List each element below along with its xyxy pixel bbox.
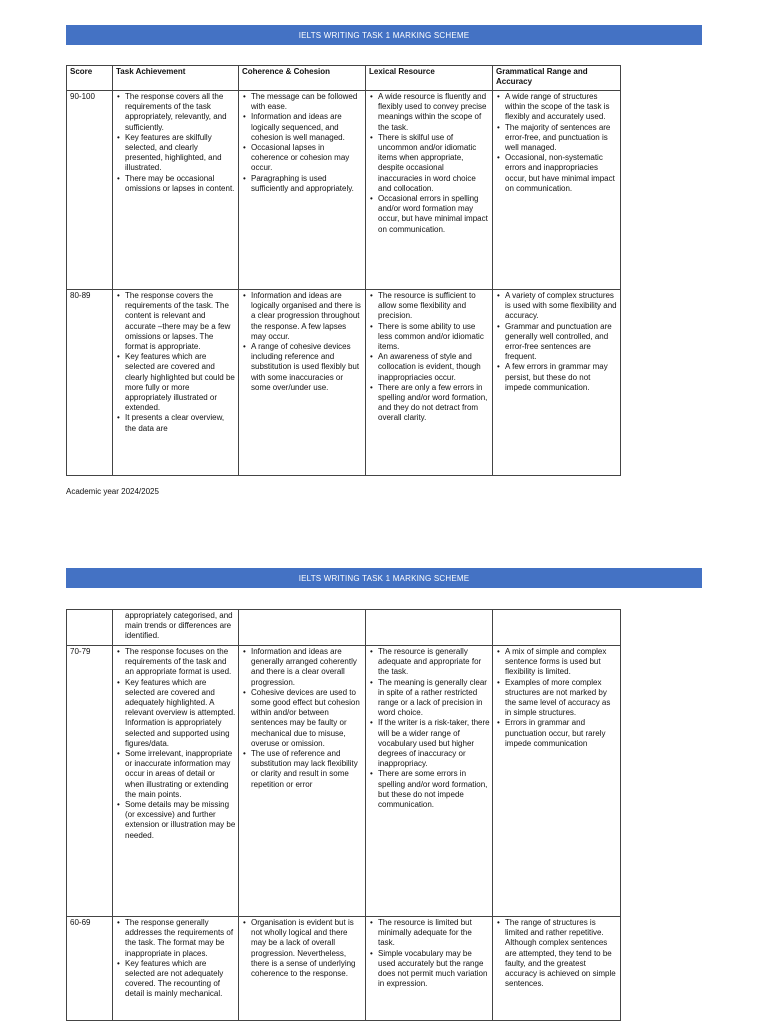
criterion-item: • Key features which are selected are covered and clearly highlighted but could be more fully or more appropriately illustrated or extended. [125, 352, 236, 413]
criterion-item: • The meaning is generally clear in spite of a rather restricted range or a lack of precision in word choice. [378, 678, 490, 719]
criterion-item: • If the writer is a risk-taker, there will be a wider range of vocabulary used but higher degrees of inaccuracy or inappropriacy. [378, 718, 490, 769]
continued-text: appropriately categorised, and main trends or differences are identified. [125, 611, 233, 641]
criterion-item: • Key features are skilfully selected, and clearly presented, highlighted, and illustrated. [125, 133, 236, 174]
criterion-item: • A wide resource is fluently and flexibly used to convey precise meanings within the scope of the task. [378, 92, 490, 133]
criterion-item: • The resource is limited but minimally adequate for the task. [378, 918, 490, 949]
criterion-item: • The message can be followed with ease. [251, 92, 363, 112]
lexical-resource-cell [366, 290, 493, 476]
grammatical-range-cell [493, 91, 621, 290]
header-lexical-resource: Lexical Resource [366, 66, 493, 91]
criterion-item: • Information and ideas are logically sequenced, and cohesion is well managed. [251, 112, 363, 143]
criterion-item: • The response focuses on the requirements of the task and an appropriate format is used. [125, 647, 236, 678]
criterion-item: • A few errors in grammar may persist, but these do not impede communication. [505, 362, 618, 393]
criterion-item: • Cohesive devices are used to some good effect but cohesion within and/or between sentences may be faulty or mechanical due to misuse, overuse or omission. [251, 688, 363, 749]
criterion-item: • The range of structures is limited and rather repetitive. Although complex sentences are attempted, they tend to be faulty, and the greatest accuracy is achieved on simple sentences. [505, 918, 618, 989]
task-achievement-cell [113, 917, 239, 1021]
lexical-resource-cell [366, 646, 493, 917]
criterion-item: • A wide range of structures within the scope of the task is flexibly and accurately used. [505, 92, 618, 123]
criterion-item: • Examples of more complex structures are not marked by the same level of accuracy as in simple structures. [505, 678, 618, 719]
criterion-item: • A variety of complex structures is used with some flexibility and accuracy. [505, 291, 618, 322]
criterion-item: • It presents a clear overview, the data are [125, 413, 236, 433]
marking-scheme-table-continued [66, 609, 621, 1021]
criterion-item: • Occasional, non-systematic errors and inappropriacies occur, but have minimal impact on communication. [505, 153, 618, 194]
header-task-achievement: Task Achievement [113, 66, 239, 91]
marking-scheme-table [66, 65, 621, 476]
criterion-item: • Errors in grammar and punctuation occur, but rarely impede communication [505, 718, 618, 749]
criterion-item: • The resource is generally adequate and appropriate for the task. [378, 647, 490, 678]
criterion-item: • Key features which are selected are not adequately covered. The recounting of detail is mainly mechanical. [125, 959, 236, 1000]
score-cell: 80-89 [67, 290, 113, 476]
task-achievement-cell [113, 646, 239, 917]
score-cell: 70-79 [67, 646, 113, 917]
criterion-item: • The response covers the requirements of the task. The content is relevant and accurate –there may be a few omissions or lapses. The format is appropriate. [125, 291, 236, 352]
task-achievement-cell [113, 91, 239, 290]
criterion-item: • There may be occasional omissions or lapses in content. [125, 174, 236, 194]
page-banner: IELTS WRITING TASK 1 MARKING SCHEME [66, 568, 702, 588]
grammatical-range-cell [493, 290, 621, 476]
table-row [67, 646, 621, 917]
lexical-resource-cell [366, 917, 493, 1021]
coherence-cohesion-cell [239, 917, 366, 1021]
page-banner: IELTS WRITING TASK 1 MARKING SCHEME [66, 25, 702, 45]
criterion-item: • An awareness of style and collocation is evident, though inappropriacies occur. [378, 352, 490, 383]
criterion-item: • There is skilful use of uncommon and/or idiomatic items when appropriate, despite occasional inaccuracies in word choice and collocation. [378, 133, 490, 194]
criterion-item: • There are some errors in spelling and/or word formation, but these do not impede communication. [378, 769, 490, 810]
grammatical-range-cell [493, 646, 621, 917]
criterion-item: • Information and ideas are generally arranged coherently and there is a clear overall progression. [251, 647, 363, 688]
criterion-item: • Paragraphing is used sufficiently and appropriately. [251, 174, 363, 194]
criterion-item: • The majority of sentences are error-free, and punctuation is well managed. [505, 123, 618, 154]
table-row [67, 91, 621, 290]
criterion-item: • There is some ability to use less common and/or idiomatic items. [378, 322, 490, 353]
table-row [67, 290, 621, 476]
coherence-cohesion-cell [239, 646, 366, 917]
table-row-continuation [67, 610, 621, 646]
criterion-item: • Occasional errors in spelling and/or word formation may occur, but have minimal impact on communication. [378, 194, 490, 235]
lexical-resource-cell [366, 91, 493, 290]
header-score: Score [67, 66, 113, 91]
task-achievement-cell [113, 290, 239, 476]
header-coherence-cohesion: Coherence & Cohesion [239, 66, 366, 91]
criterion-item: • A mix of simple and complex sentence forms is used but flexibility is limited. [505, 647, 618, 678]
coherence-cohesion-cell [239, 91, 366, 290]
criterion-item: • Key features which are selected are covered and adequately highlighted. A relevant overview is attempted. Information is appropriately selected and supported using figures/data. [125, 678, 236, 749]
page-2 [0, 530, 768, 1024]
academic-year-footer: Academic year 2024/2025 [66, 487, 159, 496]
criterion-item: • Occasional lapses in coherence or cohesion may occur. [251, 143, 363, 174]
criterion-item: • There are only a few errors in spelling and/or word formation, and they do not detract from overall clarity. [378, 383, 490, 424]
criterion-item: • Information and ideas are logically organised and there is a clear progression throughout the response. A few lapses may occur. [251, 291, 363, 342]
criterion-item: • The use of reference and substitution may lack flexibility or clarity and result in some repetition or error [251, 749, 363, 790]
grammatical-range-cell [493, 917, 621, 1021]
header-grammatical-range: Grammatical Range and Accuracy [493, 66, 621, 91]
task-achievement-cell [113, 610, 239, 646]
criterion-item: • The response generally addresses the requirements of the task. The format may be inappropriate in places. [125, 918, 236, 959]
criterion-item: • The resource is sufficient to allow some flexibility and precision. [378, 291, 490, 322]
criterion-item: • Organisation is evident but is not wholly logical and there may be a lack of overall progression. Nevertheless, there is a sense of underlying coherence to the response. [251, 918, 363, 979]
score-cell: 60-69 [67, 917, 113, 1021]
criterion-item: • Some irrelevant, inappropriate or inaccurate information may occur in areas of detail or when illustrating or extending the main points. [125, 749, 236, 800]
criterion-item: • A range of cohesive devices including reference and substitution is used flexibly but with some inaccuracies or some over/under use. [251, 342, 363, 393]
coherence-cohesion-cell [239, 290, 366, 476]
score-cell: 90-100 [67, 91, 113, 290]
criterion-item: • Simple vocabulary may be used accurately but the range does not permit much variation in expression. [378, 949, 490, 990]
criterion-item: • Grammar and punctuation are generally well controlled, and error-free sentences are frequent. [505, 322, 618, 363]
criterion-item: • The response covers all the requirements of the task appropriately, relevantly, and sufficiently. [125, 92, 236, 133]
table-row [67, 917, 621, 1021]
criterion-item: • Some details may be missing (or excessive) and further extension or illustration may be needed. [125, 800, 236, 841]
